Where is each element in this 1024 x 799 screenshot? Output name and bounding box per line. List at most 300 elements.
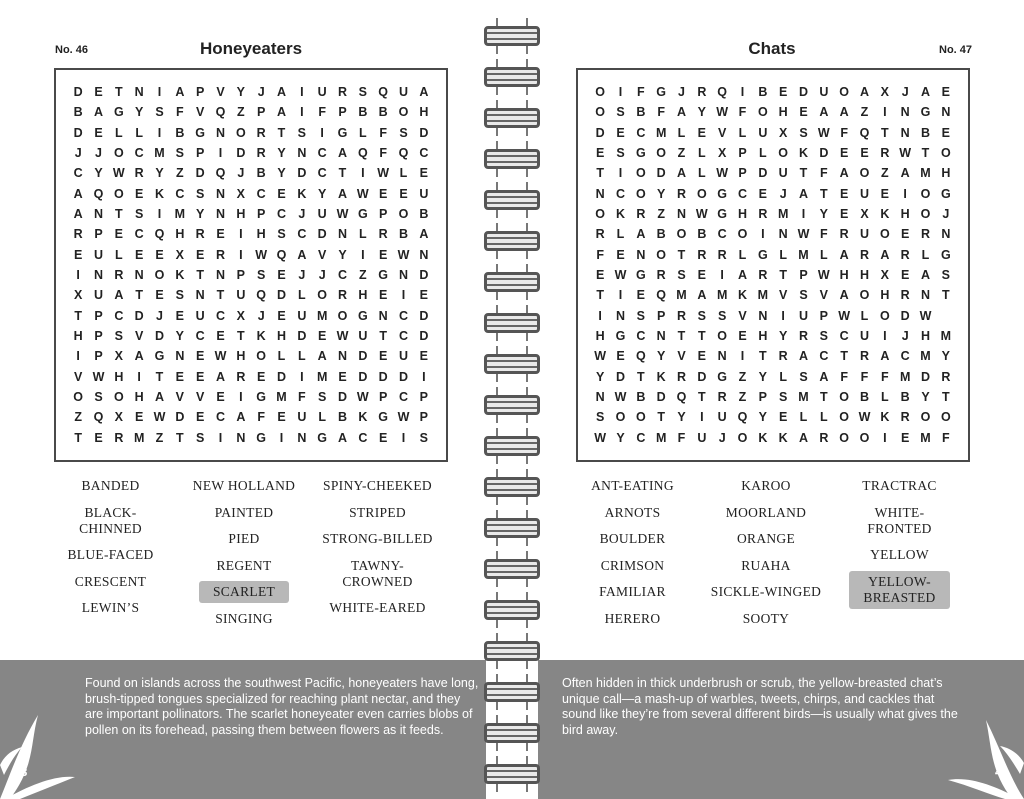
grid-letter[interactable]: L (115, 247, 123, 262)
grid-letter[interactable]: N (656, 329, 666, 344)
grid-letter[interactable]: A (215, 369, 225, 384)
grid-letter[interactable]: P (94, 227, 103, 242)
grid-letter[interactable]: A (737, 268, 747, 283)
grid-letter[interactable]: T (74, 430, 82, 445)
grid-letter[interactable]: O (635, 166, 646, 181)
grid-letter[interactable]: Y (277, 146, 286, 161)
grid-letter[interactable]: D (920, 369, 930, 384)
grid-letter[interactable]: W (356, 186, 369, 201)
grid-letter[interactable]: J (257, 85, 265, 100)
grid-letter[interactable]: E (216, 390, 225, 405)
grid-letter[interactable]: L (779, 369, 787, 384)
grid-letter[interactable]: K (175, 268, 185, 283)
grid-letter[interactable]: J (95, 146, 102, 161)
grid-letter[interactable]: O (635, 410, 646, 425)
grid-letter[interactable]: F (881, 369, 889, 384)
grid-letter[interactable]: B (900, 390, 910, 405)
grid-letter[interactable]: J (942, 207, 950, 222)
grid-letter[interactable]: I (76, 268, 80, 283)
grid-letter[interactable]: O (757, 105, 768, 120)
grid-letter[interactable]: F (257, 410, 265, 425)
grid-letter[interactable]: N (920, 288, 930, 303)
grid-letter[interactable]: A (920, 268, 930, 283)
grid-letter[interactable]: L (399, 166, 408, 181)
grid-letter[interactable]: M (899, 369, 911, 384)
grid-letter[interactable]: G (615, 329, 626, 344)
grid-letter[interactable]: D (798, 85, 808, 100)
grid-letter[interactable]: W (919, 308, 932, 323)
grid-letter[interactable]: T (657, 410, 665, 425)
grid-letter[interactable]: N (778, 227, 788, 242)
grid-letter[interactable]: O (737, 430, 748, 445)
grid-letter[interactable]: S (799, 288, 808, 303)
grid-letter[interactable]: U (398, 85, 408, 100)
grid-letter[interactable]: P (94, 349, 103, 364)
grid-letter[interactable]: H (419, 105, 429, 120)
grid-letter[interactable]: I (137, 369, 141, 384)
grid-letter[interactable]: E (338, 369, 347, 384)
grid-letter[interactable]: E (595, 146, 605, 161)
grid-letter[interactable]: S (256, 268, 266, 283)
grid-letter[interactable]: E (378, 349, 388, 364)
grid-letter[interactable]: W (377, 166, 390, 181)
grid-letter[interactable]: O (235, 125, 246, 140)
grid-letter[interactable]: Q (717, 85, 728, 100)
grid-letter[interactable]: D (378, 369, 388, 384)
grid-letter[interactable]: M (920, 349, 931, 364)
grid-letter[interactable]: O (595, 85, 606, 100)
grid-letter[interactable]: B (697, 227, 707, 242)
grid-letter[interactable]: V (717, 125, 727, 140)
grid-letter[interactable]: A (154, 390, 164, 405)
grid-letter[interactable]: E (277, 186, 286, 201)
grid-letter[interactable]: Z (176, 166, 184, 181)
grid-letter[interactable]: Z (74, 410, 82, 425)
grid-letter[interactable]: W (695, 207, 708, 222)
grid-letter[interactable]: M (655, 430, 667, 445)
grid-letter[interactable]: P (94, 329, 103, 344)
grid-letter[interactable]: J (298, 207, 306, 222)
grid-letter[interactable]: S (277, 227, 286, 242)
grid-letter[interactable]: M (777, 207, 789, 222)
grid-letter[interactable]: E (277, 268, 286, 283)
grid-letter[interactable]: M (940, 329, 952, 344)
grid-letter[interactable]: T (196, 268, 204, 283)
grid-letter[interactable]: L (698, 146, 706, 161)
grid-letter[interactable]: R (900, 410, 910, 425)
grid-letter[interactable]: E (419, 288, 428, 303)
grid-letter[interactable]: L (738, 125, 747, 140)
grid-letter[interactable]: R (337, 85, 347, 100)
grid-letter[interactable]: M (316, 369, 328, 384)
grid-letter[interactable]: I (300, 105, 304, 120)
grid-letter[interactable]: Q (656, 288, 667, 303)
grid-letter[interactable]: B (256, 166, 266, 181)
grid-letter[interactable]: C (839, 329, 849, 344)
grid-letter[interactable]: E (378, 247, 388, 262)
grid-letter[interactable]: T (115, 207, 123, 222)
grid-letter[interactable]: X (114, 410, 123, 425)
grid-letter[interactable]: N (595, 186, 605, 201)
grid-letter[interactable]: D (419, 308, 429, 323)
grid-letter[interactable]: Y (819, 207, 828, 222)
grid-letter[interactable]: D (595, 125, 605, 140)
grid-letter[interactable]: L (115, 125, 123, 140)
grid-letter[interactable]: C (134, 146, 144, 161)
grid-letter[interactable]: W (899, 146, 912, 161)
grid-letter[interactable]: X (778, 125, 788, 140)
grid-letter[interactable]: B (337, 410, 347, 425)
grid-letter[interactable]: D (154, 329, 164, 344)
grid-letter[interactable]: C (317, 166, 327, 181)
grid-letter[interactable]: I (157, 85, 162, 100)
grid-letter[interactable]: A (317, 349, 327, 364)
grid-letter[interactable]: U (93, 288, 103, 303)
grid-letter[interactable]: I (401, 288, 406, 303)
grid-letter[interactable]: I (598, 308, 602, 323)
grid-letter[interactable]: S (778, 390, 788, 405)
grid-letter[interactable]: T (881, 125, 889, 140)
grid-letter[interactable]: E (419, 166, 428, 181)
grid-letter[interactable]: H (358, 288, 368, 303)
grid-letter[interactable]: E (155, 288, 164, 303)
grid-letter[interactable]: N (93, 207, 103, 222)
grid-letter[interactable]: C (398, 308, 408, 323)
grid-letter[interactable]: U (93, 247, 103, 262)
grid-letter[interactable]: E (195, 349, 205, 364)
grid-letter[interactable]: E (941, 85, 950, 100)
grid-letter[interactable]: S (799, 125, 808, 140)
grid-letter[interactable]: D (419, 268, 429, 283)
grid-letter[interactable]: T (820, 390, 828, 405)
grid-letter[interactable]: L (277, 349, 286, 364)
grid-letter[interactable]: L (799, 410, 808, 425)
grid-letter[interactable]: P (419, 410, 428, 425)
grid-letter[interactable]: E (277, 410, 286, 425)
grid-letter[interactable]: N (758, 308, 768, 323)
grid-letter[interactable]: B (636, 390, 646, 405)
grid-letter[interactable]: E (636, 288, 645, 303)
grid-letter[interactable]: M (655, 125, 667, 140)
grid-letter[interactable]: U (236, 288, 246, 303)
grid-letter[interactable]: O (940, 410, 951, 425)
grid-letter[interactable]: E (419, 349, 428, 364)
grid-letter[interactable]: W (594, 430, 607, 445)
grid-letter[interactable]: Z (881, 166, 889, 181)
grid-letter[interactable]: I (401, 430, 406, 445)
grid-letter[interactable]: R (595, 227, 605, 242)
grid-letter[interactable]: L (921, 247, 930, 262)
grid-letter[interactable]: Q (93, 410, 104, 425)
grid-letter[interactable]: N (195, 288, 205, 303)
grid-letter[interactable]: V (819, 288, 828, 303)
grid-letter[interactable]: Y (94, 166, 103, 181)
grid-letter[interactable]: Y (277, 166, 286, 181)
grid-letter[interactable]: B (378, 105, 388, 120)
grid-letter[interactable]: Y (758, 369, 767, 384)
grid-letter[interactable]: E (616, 349, 625, 364)
grid-letter[interactable]: U (297, 410, 307, 425)
grid-letter[interactable]: U (697, 430, 707, 445)
grid-letter[interactable]: T (698, 390, 706, 405)
grid-letter[interactable]: R (819, 430, 829, 445)
grid-letter[interactable]: I (239, 227, 243, 242)
grid-letter[interactable]: E (175, 308, 184, 323)
grid-letter[interactable]: C (175, 186, 185, 201)
grid-letter[interactable]: R (73, 227, 83, 242)
grid-letter[interactable]: E (799, 105, 808, 120)
grid-letter[interactable]: R (215, 247, 225, 262)
grid-letter[interactable]: S (195, 430, 205, 445)
grid-letter[interactable]: A (819, 105, 829, 120)
grid-letter[interactable]: O (256, 349, 267, 364)
grid-letter[interactable]: C (256, 186, 266, 201)
grid-letter[interactable]: O (656, 247, 667, 262)
grid-letter[interactable]: W (336, 207, 349, 222)
grid-letter[interactable]: H (256, 227, 266, 242)
grid-letter[interactable]: E (256, 369, 266, 384)
grid-letter[interactable]: P (236, 268, 245, 283)
grid-letter[interactable]: H (175, 227, 185, 242)
grid-letter[interactable]: U (297, 308, 307, 323)
grid-letter[interactable]: O (398, 207, 409, 222)
grid-letter[interactable]: I (740, 349, 745, 364)
grid-letter[interactable]: R (758, 268, 768, 283)
grid-letter[interactable]: I (300, 369, 304, 384)
grid-letter[interactable]: T (596, 166, 604, 181)
grid-letter[interactable]: P (738, 146, 747, 161)
grid-letter[interactable]: E (216, 227, 225, 242)
grid-letter[interactable]: Y (616, 430, 625, 445)
grid-letter[interactable]: S (175, 146, 184, 161)
grid-letter[interactable]: D (337, 390, 347, 405)
grid-letter[interactable]: O (859, 430, 870, 445)
grid-letter[interactable]: K (297, 186, 307, 201)
grid-letter[interactable]: O (73, 390, 84, 405)
grid-letter[interactable]: L (677, 125, 686, 140)
grid-letter[interactable]: E (616, 125, 625, 140)
grid-letter[interactable]: T (338, 166, 347, 181)
grid-letter[interactable]: A (276, 105, 286, 120)
grid-letter[interactable]: Q (398, 146, 409, 161)
grid-letter[interactable]: O (839, 410, 850, 425)
grid-letter[interactable]: O (595, 207, 606, 222)
grid-letter[interactable]: P (819, 308, 828, 323)
grid-letter[interactable]: O (839, 390, 850, 405)
grid-letter[interactable]: S (155, 105, 164, 120)
grid-letter[interactable]: E (839, 146, 849, 161)
grid-letter[interactable]: K (880, 207, 890, 222)
grid-letter[interactable]: I (801, 207, 806, 222)
grid-letter[interactable]: S (317, 390, 327, 405)
grid-letter[interactable]: N (337, 227, 347, 242)
grid-letter[interactable]: F (677, 430, 686, 445)
grid-letter[interactable]: R (697, 247, 707, 262)
grid-letter[interactable]: D (358, 369, 368, 384)
grid-letter[interactable]: E (941, 125, 950, 140)
grid-letter[interactable]: H (920, 329, 930, 344)
grid-letter[interactable]: E (277, 308, 286, 323)
grid-letter[interactable]: N (93, 268, 103, 283)
grid-letter[interactable]: P (378, 390, 388, 405)
grid-letter[interactable]: X (860, 207, 869, 222)
grid-letter[interactable]: J (678, 85, 685, 100)
grid-letter[interactable]: E (378, 430, 388, 445)
grid-letter[interactable]: D (656, 166, 666, 181)
grid-letter[interactable]: W (255, 247, 268, 262)
grid-letter[interactable]: W (112, 166, 125, 181)
grid-letter[interactable]: B (358, 105, 368, 120)
grid-letter[interactable]: I (361, 247, 365, 262)
grid-letter[interactable]: R (236, 369, 246, 384)
grid-letter[interactable]: A (73, 186, 83, 201)
grid-letter[interactable]: A (839, 247, 849, 262)
grid-letter[interactable]: H (880, 288, 890, 303)
grid-letter[interactable]: D (419, 329, 429, 344)
grid-letter[interactable]: I (883, 430, 887, 445)
grid-letter[interactable]: T (379, 329, 387, 344)
grid-letter[interactable]: U (859, 329, 869, 344)
grid-letter[interactable]: R (114, 268, 124, 283)
grid-letter[interactable]: H (758, 329, 768, 344)
grid-letter[interactable]: O (737, 227, 748, 242)
grid-letter[interactable]: J (718, 430, 726, 445)
grid-letter[interactable]: O (879, 308, 890, 323)
grid-letter[interactable]: T (637, 369, 645, 384)
grid-letter[interactable]: V (73, 369, 83, 384)
grid-letter[interactable]: C (419, 146, 429, 161)
grid-letter[interactable]: L (698, 166, 706, 181)
grid-letter[interactable]: F (657, 105, 665, 120)
grid-letter[interactable]: I (218, 146, 223, 161)
grid-letter[interactable]: N (175, 349, 185, 364)
grid-letter[interactable]: F (596, 247, 604, 262)
grid-letter[interactable]: P (256, 207, 266, 222)
grid-letter[interactable]: J (156, 308, 163, 323)
grid-letter[interactable]: J (237, 166, 245, 181)
grid-letter[interactable]: I (618, 166, 623, 181)
grid-letter[interactable]: A (839, 166, 849, 181)
grid-letter[interactable]: L (738, 247, 747, 262)
grid-letter[interactable]: L (759, 146, 767, 161)
grid-letter[interactable]: D (175, 410, 185, 425)
grid-letter[interactable]: N (134, 85, 144, 100)
grid-letter[interactable]: R (256, 125, 266, 140)
grid-letter[interactable]: A (134, 349, 144, 364)
grid-letter[interactable]: A (819, 369, 829, 384)
grid-letter[interactable]: V (317, 247, 327, 262)
grid-letter[interactable]: A (114, 288, 124, 303)
grid-letter[interactable]: E (778, 85, 788, 100)
grid-letter[interactable]: H (595, 329, 605, 344)
grid-letter[interactable]: R (114, 430, 124, 445)
grid-letter[interactable]: E (697, 349, 706, 364)
grid-letter[interactable]: O (920, 410, 931, 425)
grid-letter[interactable]: J (318, 268, 326, 283)
grid-letter[interactable]: Y (595, 369, 605, 384)
grid-letter[interactable]: W (92, 369, 105, 384)
grid-letter[interactable]: W (858, 410, 871, 425)
grid-letter[interactable]: L (135, 125, 143, 140)
grid-letter[interactable]: M (154, 146, 165, 161)
grid-letter[interactable]: R (717, 247, 727, 262)
grid-letter[interactable]: S (399, 125, 408, 140)
grid-letter[interactable]: V (738, 308, 747, 323)
grid-letter[interactable]: E (697, 125, 706, 140)
grid-letter[interactable]: S (616, 105, 625, 120)
grid-letter[interactable]: D (419, 125, 429, 140)
grid-letter[interactable]: L (298, 288, 306, 303)
grid-letter[interactable]: H (134, 390, 144, 405)
grid-letter[interactable]: B (636, 105, 646, 120)
grid-letter[interactable]: T (216, 288, 225, 303)
grid-letter[interactable]: E (839, 186, 849, 201)
grid-letter[interactable]: E (175, 369, 184, 384)
grid-letter[interactable]: L (881, 390, 889, 405)
grid-letter[interactable]: I (883, 105, 887, 120)
grid-letter[interactable]: I (239, 390, 243, 405)
grid-letter[interactable]: T (759, 349, 767, 364)
grid-letter[interactable]: N (900, 125, 910, 140)
grid-letter[interactable]: E (758, 186, 767, 201)
grid-letter[interactable]: G (357, 308, 368, 323)
grid-letter[interactable]: Y (338, 247, 347, 262)
grid-letter[interactable]: A (798, 186, 808, 201)
grid-letter[interactable]: B (419, 207, 429, 222)
grid-letter[interactable]: Q (737, 410, 748, 425)
grid-letter[interactable]: N (398, 268, 408, 283)
grid-letter[interactable]: D (819, 146, 829, 161)
grid-letter[interactable]: N (337, 349, 347, 364)
grid-letter[interactable]: A (419, 227, 429, 242)
grid-letter[interactable]: K (154, 186, 164, 201)
grid-letter[interactable]: R (900, 288, 910, 303)
grid-letter[interactable]: I (157, 125, 162, 140)
grid-letter[interactable]: I (761, 227, 765, 242)
grid-letter[interactable]: L (820, 410, 828, 425)
grid-letter[interactable]: N (941, 105, 951, 120)
grid-letter[interactable]: U (859, 227, 869, 242)
grid-letter[interactable]: C (398, 329, 408, 344)
grid-letter[interactable]: H (941, 166, 951, 181)
grid-letter[interactable]: A (839, 105, 849, 120)
grid-letter[interactable]: D (276, 369, 286, 384)
grid-letter[interactable]: X (236, 308, 245, 323)
grid-letter[interactable]: O (920, 186, 931, 201)
grid-letter[interactable]: Z (860, 105, 869, 120)
grid-letter[interactable]: R (337, 288, 347, 303)
grid-letter[interactable]: C (636, 329, 646, 344)
grid-letter[interactable]: I (157, 207, 162, 222)
grid-letter[interactable]: C (215, 410, 225, 425)
grid-letter[interactable]: Y (677, 410, 686, 425)
grid-letter[interactable]: U (778, 166, 788, 181)
grid-letter[interactable]: G (717, 186, 728, 201)
grid-letter[interactable]: T (596, 288, 604, 303)
grid-letter[interactable]: H (778, 105, 788, 120)
grid-letter[interactable]: A (900, 166, 910, 181)
grid-letter[interactable]: B (859, 390, 869, 405)
grid-letter[interactable]: F (318, 105, 326, 120)
grid-letter[interactable]: U (317, 85, 327, 100)
grid-letter[interactable]: O (337, 308, 348, 323)
grid-letter[interactable]: L (359, 227, 367, 242)
grid-letter[interactable]: C (73, 166, 83, 181)
grid-letter[interactable]: A (419, 85, 429, 100)
grid-letter[interactable]: D (297, 166, 307, 181)
grid-letter[interactable]: S (819, 329, 828, 344)
grid-letter[interactable]: P (419, 390, 428, 405)
